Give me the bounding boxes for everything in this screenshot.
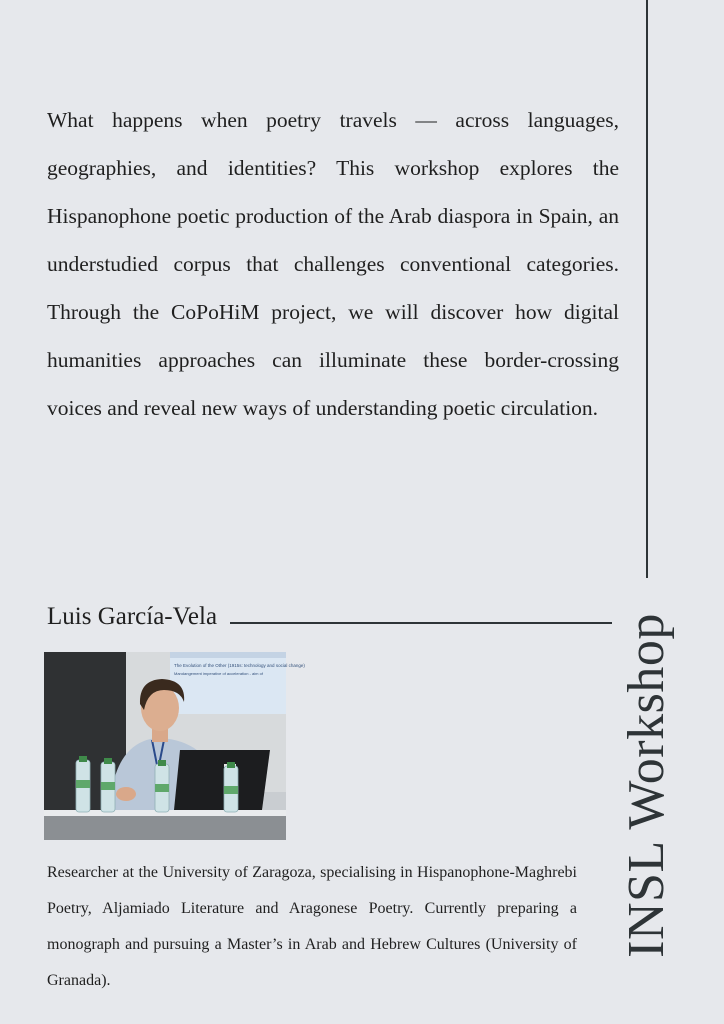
speaker-divider xyxy=(230,622,612,624)
slide-subtitle-text: Mandangement imperative of acceleration - aim of xyxy=(174,671,263,676)
slide-title-text: The Evolution of the Other (1915s: technology and social change) xyxy=(174,663,305,668)
speaker-photo xyxy=(44,652,305,840)
intro-paragraph: What happens when poetry travels — across languages, geographies, and identities? This workshop explores the Hispanophone poetic production of the Arab diaspora in Spain, an understudied corpus that challenges conventional categories. Through the CoPoHiM project, we will discover how digital humanities approaches can illuminate these border-crossing voices and reveal new ways of understanding poetic circulation. xyxy=(47,108,619,420)
vertical-divider xyxy=(646,0,648,578)
workshop-title-vertical xyxy=(613,596,679,974)
speaker-name: Luis García-Vela xyxy=(47,603,218,630)
workshop-title: INSL Workshop xyxy=(617,612,675,958)
speaker-bio: Researcher at the University of Zaragoza, specialising in Hispanophone-Maghrebi Poetry, Aljamiado Literature and Aragonese Poetry. Currently preparing a monograph and pursuing a Master’s in Arab and Hebrew Cultures (University of Granada). xyxy=(47,864,577,989)
